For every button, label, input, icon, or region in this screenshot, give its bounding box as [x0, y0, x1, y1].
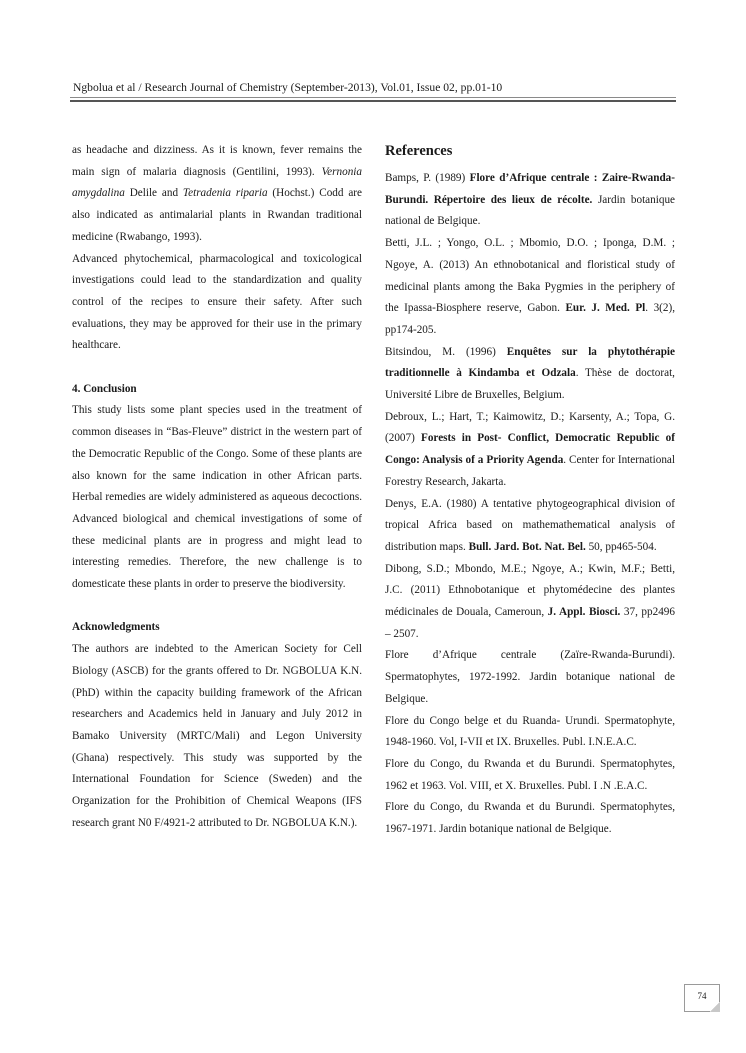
reference-item: Flore du Congo, du Rwanda et du Burundi. Spermatophytes, 1967-1971. Jardin botanique national de Belgique. — [385, 801, 675, 836]
acknowledgments-text: The authors are indebted to the American Society for Cell Biology (ASCB) for the grants offered to Dr. NGBOLUA K.N. (PhD) within the capacity building framework of the African researchers and Academics held in January and July 2012 in Bamako University (MRTC/Mali) and Legon University (Ghana) respectively. This study was supported by the International Foundation for Science (Sweden) and the Organization for the Prohibition of Chemical Weapons (IFS research grant N0 F/4921-2 attributed to Dr. NGBOLUA K.N.). — [72, 643, 362, 829]
header-rule-thick — [70, 100, 676, 102]
conclusion-text: This study lists some plant species used in the treatment of common diseases in “Bas-Fleuve” district in the western part of the Democratic Republic of the Congo. Some of these plants are also known for the same indication in other African parts. Herbal remedies are widely administered as aqueous decoctions. Advanced biological and chemical investigations of some of these medicinal plants are in progress and might lead to interesting remedies. Therefore, the new challenge is to domesticate these plants in order to preserve the biodiversity. — [72, 404, 362, 591]
running-header: Ngbolua et al / Research Journal of Chemistry (September-2013), Vol.01, Issue 02, pp.01-10 — [73, 81, 503, 94]
reference-item: Bamps, P. (1989) Flore d’Afrique centrale : Zaire-Rwanda-Burundi. Répertoire des lieux de récolte. Jardin botanique national de Belgique. — [385, 172, 675, 228]
left-column — [72, 140, 362, 834]
reference-item: Flore du Congo belge et du Ruanda- Urundi. Spermatophyte, 1948-1960. Vol, I-VII et IX. Bruxelles. Publ. I.N.E.A.C. — [385, 714, 675, 749]
paragraph-investigations: Advanced phytochemical, pharmacological and toxicological investigations could lead to the standardization and quality control of the recipes to ensure their safety. After such evaluations, they may be approved for their use in the primary healthcare. — [72, 252, 362, 352]
page-number-box — [684, 984, 720, 1012]
acknowledgments-heading: Acknowledgments — [72, 621, 160, 634]
reference-item: Dibong, S.D.; Mbondo, M.E.; Ngoye, A.; Kwin, M.F.; Betti, J.C. (2011) Ethnobotanique et phytomédecine des plantes médicinales de Douala, Cameroun, J. Appl. Biosci. 37, pp2496 – 2507. — [385, 562, 675, 640]
conclusion-heading: 4. Conclusion — [72, 382, 137, 395]
species-vernonia: Vernonia amygdalina — [72, 165, 362, 200]
reference-item: Bitsindou, M. (1996) Enquêtes sur la phytothérapie traditionnelle à Kindamba et Odzala. Thèse de doctorat, Université Libre de Bruxelles, Belgium. — [385, 345, 675, 402]
header-rule-thin — [70, 97, 676, 98]
reference-item: Debroux, L.; Hart, T.; Kaimowitz, D.; Karsenty, A.; Topa, G. (2007) Forests in Post- Conflict, Democratic Republic of Congo: Analysis of a Priority Agenda. Center for International Forestry Research, Jakarta. — [385, 410, 676, 488]
page-curl-icon — [710, 1002, 720, 1012]
reference-item: Denys, E.A. (1980) A tentative phytogeographical division of tropical Africa based on mathemathematical analysis of distribution maps. Bull. Jard. Bot. Nat. Bel. 50, pp465-504. — [385, 497, 675, 553]
page-number: 74 — [697, 991, 707, 1001]
reference-item: Flore du Congo, du Rwanda et du Burundi. Spermatophytes, 1962 et 1963. Vol. VIII, et X. Bruxelles. Publ. I .N .E.A.C. — [385, 757, 675, 792]
references-heading: References — [385, 143, 453, 159]
species-tetradenia: Tetradenia riparia — [182, 187, 268, 200]
paragraph-antimalarial: as headache and dizziness. As it is known, fever remains the main sign of malaria diagnosis (Gentilini, 1993). Vernonia amygdalina Delile and Tetradenia riparia (Hochst.) Codd are also indicated as antimalarial plants in Rwandan traditional medicine (Rwabango, 1993). — [72, 144, 362, 243]
reference-item: Flore d’Afrique centrale (Zaïre-Rwanda-Burundi). Spermatophytes, 1972-1992. Jardin botanique national de Belgique. — [385, 649, 675, 705]
reference-item: Betti, J.L. ; Yongo, O.L. ; Mbomio, D.O. ; Iponga, D.M. ; Ngoye, A. (2013) An ethnobotanical and floristical study of medicinal plants among the Baka Pygmies in the periphery of the Ipassa-Biosphere reserve, Gabon. Eur. J. Med. Pl. 3(2), pp174-205. — [385, 237, 676, 336]
right-column — [385, 140, 675, 841]
